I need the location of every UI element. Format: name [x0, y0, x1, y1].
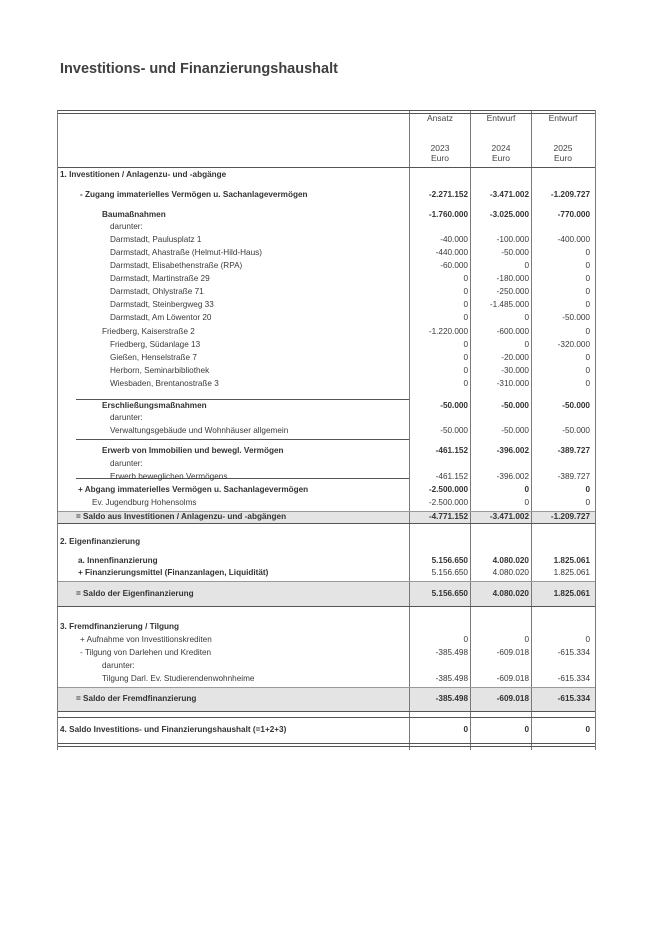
row-innenfinanzierung: a. Innenfinanzierung 5.156.650 4.080.020 1.825.061 [78, 556, 590, 565]
row-darunter: darunter: [110, 222, 143, 231]
col-header-entwurf-2024: Entwurf 2024 Euro [486, 113, 516, 163]
row-jugendburg: Ev. Jugendburg Hohensolms -2.500.000 0 0 [92, 498, 590, 507]
row-am-loewentor: Darmstadt, Am Löwentor 20 0 0 -50.000 [110, 313, 590, 322]
header-bottom-line [58, 167, 595, 168]
row-saldo-fremdfinanzierung: = Saldo der Fremdfinanzierung -385.498 -609.018 -615.334 [76, 694, 590, 703]
row-ahastrasse: Darmstadt, Ahastraße (Helmut-Hild-Haus) -440.000 -50.000 0 [110, 248, 590, 257]
group-underline-2 [76, 439, 409, 440]
row-erschliessung: Erschließungsmaßnahmen -50.000 -50.000 -50.000 [102, 401, 590, 410]
row-aufnahme-kredite: + Aufnahme von Investitionskrediten 0 0 0 [80, 635, 590, 644]
row-zugang: - Zugang immaterielles Vermögen u. Sachanlagevermögen -2.271.152 -3.471.002 -1.209.727 [80, 190, 590, 199]
row-erwerb-beweglich: Erwerb beweglichen Vermögens -461.152 -396.002 -389.727 [110, 472, 590, 481]
row-paulusplatz: Darmstadt, Paulusplatz 1 -40.000 -100.000 -400.000 [110, 235, 590, 244]
line-after-saldo-3 [58, 711, 595, 712]
line-before-saldo-2 [58, 581, 595, 582]
row-brentanostrasse: Wiesbaden, Brentanostraße 3 0 -310.000 0 [110, 379, 590, 388]
row-erwerb-immobilien: Erwerb von Immobilien und bewegl. Vermögen -461.152 -396.002 -389.727 [102, 446, 590, 455]
row-finanzierungsmittel: + Finanzierungsmittel (Finanzanlagen, Liquidität) 5.156.650 4.080.020 1.825.061 [78, 568, 590, 577]
row-elisabethenstrasse: Darmstadt, Elisabethenstraße (RPA) -60.000 0 0 [110, 261, 590, 270]
row-saldo-gesamt: 4. Saldo Investitions- und Finanzierungshaushalt (=1+2+3) 0 0 0 [60, 725, 590, 734]
row-henselstrasse: Gießen, Henselstraße 7 0 -20.000 0 [110, 353, 590, 362]
row-darunter-4: darunter: [102, 661, 135, 670]
row-martinstrasse: Darmstadt, Martinstraße 29 0 -180.000 0 [110, 274, 590, 283]
row-baumassnahmen: Baumaßnahmen -1.760.000 -3.025.000 -770.000 [102, 210, 590, 219]
section-2-heading: 2. Eigenfinanzierung [60, 537, 141, 546]
row-tilgung-studierendenwohnheime: Tilgung Darl. Ev. Studierendenwohnheime -385.498 -609.018 -615.334 [102, 674, 590, 683]
row-steinbergweg: Darmstadt, Steinbergweg 33 0 -1.485.000 0 [110, 300, 590, 309]
line-after-saldo-1 [58, 523, 595, 524]
line-before-saldo-3 [58, 687, 595, 688]
row-verwaltungsgebaeude: Verwaltungsgebäude und Wohnhäuser allgemein -50.000 -50.000 -50.000 [110, 426, 590, 435]
table-bottom-border [58, 743, 595, 747]
section-1-heading: 1. Investitionen / Anlagenzu- und -abgänge [60, 170, 227, 179]
row-ohlystrasse: Darmstadt, Ohlystraße 71 0 -250.000 0 [110, 287, 590, 296]
row-darunter-3: darunter: [110, 459, 143, 468]
row-abgang: + Abgang immaterielles Vermögen u. Sachanlagevermögen -2.500.000 0 0 [78, 485, 590, 494]
row-suedanlage: Friedberg, Südanlage 13 0 0 -320.000 [110, 340, 590, 349]
col-header-entwurf-2025: Entwurf 2025 Euro [548, 113, 578, 163]
section-3-heading: 3. Fremdfinanzierung / Tilgung [60, 622, 180, 631]
budget-table [57, 110, 596, 750]
row-kaiserstrasse: Friedberg, Kaiserstraße 2 -1.220.000 -600.000 0 [102, 327, 590, 336]
line-before-total [58, 717, 595, 718]
row-tilgung: - Tilgung von Darlehen und Krediten -385.498 -609.018 -615.334 [80, 648, 590, 657]
row-saldo-investitionen: = Saldo aus Investitionen / Anlagenzu- und -abgängen -4.771.152 -3.471.002 -1.209.727 [76, 512, 590, 521]
col-header-ansatz: Ansatz 2023 Euro [427, 113, 453, 163]
row-saldo-eigenfinanzierung: = Saldo der Eigenfinanzierung 5.156.650 4.080.020 1.825.061 [76, 589, 590, 598]
line-after-saldo-2 [58, 606, 595, 607]
page-title: Investitions- und Finanzierungshaushalt [60, 61, 338, 77]
row-darunter-2: darunter: [110, 413, 143, 422]
row-seminarbibliothek: Herborn, Seminarbibliothek 0 -30.000 0 [110, 366, 590, 375]
